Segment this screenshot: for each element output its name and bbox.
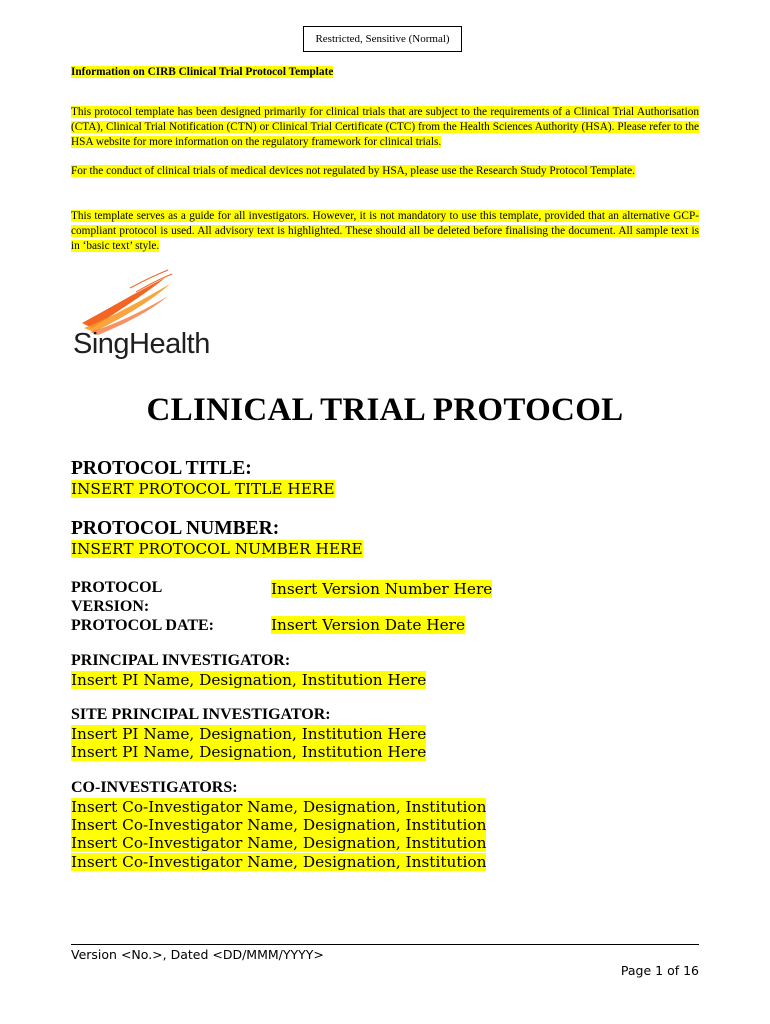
co-investigator-line (71, 853, 486, 871)
protocol-version-value-text: Insert Version Number Here (271, 580, 493, 598)
co-investigator-line (71, 816, 486, 834)
protocol-title-label: PROTOCOL TITLE: (71, 458, 252, 479)
site-principal-investigator-line (71, 725, 426, 743)
notice-paragraph-2-text: For the conduct of clinical trials of medical devices not regulated by HSA, please use the Research Study Protocol Template. (71, 165, 635, 177)
principal-investigator-label: PRINCIPAL INVESTIGATOR: (71, 652, 291, 669)
notice-paragraph-3-text: This template serves as a guide for all investigators. However, it is not mandatory to use this template, provided that an alternative GCP-compliant protocol is used. All advisory text is highlighted. These should all be deleted before finalising the document. All sample text is in ‘basic text’ style. (71, 210, 699, 252)
co-investigator-line-text: Insert Co-Investigator Name, Designation, Institution (71, 816, 487, 835)
protocol-version-label (71, 579, 162, 616)
site-principal-investigator-label: SITE PRINCIPAL INVESTIGATOR: (71, 706, 331, 723)
site-principal-investigator-values (71, 725, 426, 761)
co-investigator-line-text: Insert Co-Investigator Name, Designation, Institution (71, 852, 487, 871)
protocol-number-value (71, 540, 363, 558)
co-investigators-values (71, 798, 486, 871)
protocol-date-label: PROTOCOL DATE: (71, 617, 214, 634)
footer-page-number: Page 1 of 16 (620, 963, 699, 978)
footer-version: Version <No.>, Dated <DD/MMM/YYYY> (71, 947, 324, 962)
notice-paragraph-2 (71, 164, 699, 179)
footer-divider (71, 944, 699, 945)
site-principal-investigator-line (71, 743, 426, 761)
protocol-version-label-line1: PROTOCOL (71, 579, 163, 596)
classification-box: Restricted, Sensitive (Normal) (303, 26, 462, 52)
protocol-title-value-text: INSERT PROTOCOL TITLE HERE (71, 480, 335, 498)
principal-investigator-line-text: Insert PI Name, Designation, Institution Here (71, 671, 427, 689)
logo-text: SingHealth (73, 328, 210, 360)
co-investigator-line-text: Insert Co-Investigator Name, Designation, Institution (71, 798, 487, 816)
document-title: CLINICAL TRIAL PROTOCOL (146, 392, 624, 428)
principal-investigator-values (71, 671, 426, 689)
notice-title (71, 65, 699, 80)
principal-investigator-line (71, 671, 426, 689)
notice-paragraph-1 (71, 105, 699, 150)
protocol-date-value (271, 616, 465, 634)
site-principal-investigator-line-text: Insert PI Name, Designation, Institution Here (71, 743, 427, 762)
protocol-version-label-line2: VERSION: (71, 597, 150, 615)
protocol-number-label: PROTOCOL NUMBER: (71, 518, 280, 539)
protocol-version-value (271, 580, 492, 598)
protocol-date-value-text: Insert Version Date Here (271, 616, 465, 634)
co-investigator-line (71, 798, 486, 816)
co-investigator-line-text: Insert Co-Investigator Name, Designation, Institution (71, 834, 487, 853)
co-investigator-line (71, 834, 486, 852)
protocol-title-value (71, 480, 335, 498)
site-principal-investigator-line-text: Insert PI Name, Designation, Institution Here (71, 725, 427, 743)
notice-paragraph-1-text: This protocol template has been designed primarily for clinical trials that are subject to the requirements of a Clinical Trial Authorisation (CTA), Clinical Trial Notification (CTN) or Clinical Trial Certificate (CTC) from the Health Sciences Authority (HSA). Please refer to the HSA website for more information on the regulatory framework for clinical trials. (71, 106, 699, 148)
protocol-number-value-text: INSERT PROTOCOL NUMBER HERE (71, 540, 363, 558)
notice-paragraph-3 (71, 209, 699, 254)
notice-title-text: Information on CIRB Clinical Trial Protocol Template (71, 66, 334, 78)
co-investigators-label: CO-INVESTIGATORS: (71, 779, 238, 796)
